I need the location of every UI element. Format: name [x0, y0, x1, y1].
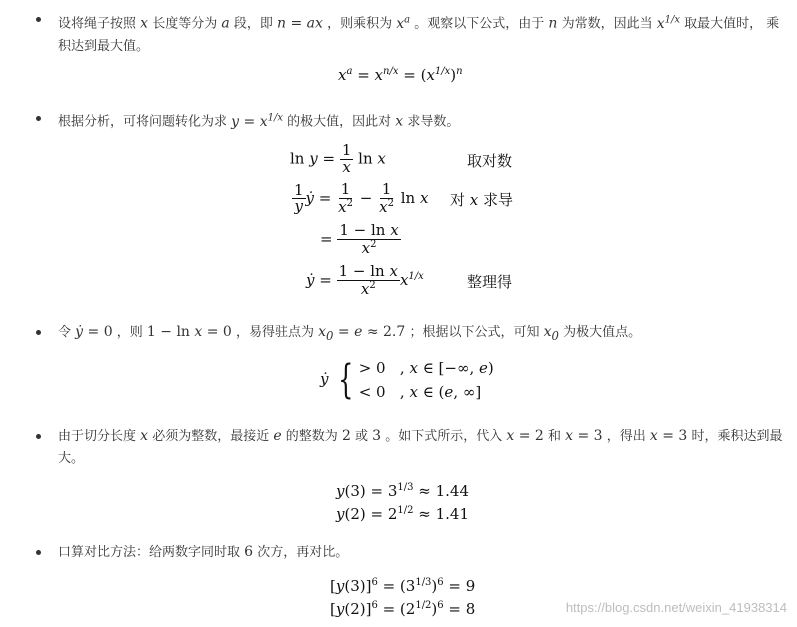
bullet: [36, 330, 41, 335]
derivation-line-2: $\frac{1}{y}$ ẏ = $\frac{1}{x^2}$ − $\frac{1}{x^2}$ ln x: [294, 180, 429, 216]
formula-y3-pow6: $[y(3)]^6 = (3^{1/3})^6 = 9$: [330, 577, 476, 595]
bullet: [36, 17, 41, 22]
derivation-line-4: ẏ = $\frac{\text{1 − ln x}}{x^2}$ $x^{1/x}$: [306, 262, 424, 298]
cases-formula: ẏ { > 0 , x ∈ [−∞, e) < 0 , x ∈ (e, ∞]: [320, 357, 494, 403]
derivation-line-1: ln y = $\frac{1}{x}$ ln x: [290, 141, 386, 176]
paragraph-2: 根据分析，可将问题转化为求 $y = x^{1/x}$ 的极大值，因此对 x 求导数。: [58, 112, 460, 130]
bullet: [36, 434, 41, 439]
bullet: [36, 550, 41, 555]
formula-y2: $y(2) = 2^{1/2} \approx 1.41$: [336, 505, 469, 523]
note-log: 取对数: [467, 152, 513, 170]
watermark: https://blog.csdn.net/weixin_41938314: [565, 600, 787, 615]
note-simplify: 整理得: [467, 273, 513, 291]
formula-y2-pow6: $[y(2)]^6 = (2^{1/2})^6 = 8$: [330, 600, 476, 618]
note-derivative: 对 x 求导: [450, 191, 514, 209]
bullet: [36, 116, 41, 121]
paragraph-1: 设将绳子按照 x 长度等分为 a 段，即 n = ax ，则乘积为 $x^a$ 。观察以下公式，由于 n 为常数，因此当 $x^{1/x}$ 取最大值时， 乘积达到最大值。: [58, 14, 780, 54]
paragraph-3: 令 ẏ = 0 ，则 1 − ln x = 0 ，易得驻点为 $x_0 = e \approx 2.7$ ；根据以下公式，可知 $x_0$ 为极大值点。: [58, 324, 642, 343]
paragraph-5: 口算对比方法：给两数字同时取 6 次方，再对比。: [58, 544, 349, 560]
derivation-line-3: = $\frac{\text{1 − ln x}}{x^2}$: [320, 221, 399, 257]
formula-y3: $y(3) = 3^{1/3} \approx 1.44$: [336, 482, 469, 500]
formula-1: $x^a = x^{n/x} = (x^{1/x})^n$: [338, 66, 463, 84]
paragraph-4: 由于切分长度 x 必须为整数，最接近 e 的整数为 2 或 3 。如下式所示，代入 x = 2 和 x = 3 ，得出 x = 3 时，乘积达到最大。: [58, 428, 783, 466]
